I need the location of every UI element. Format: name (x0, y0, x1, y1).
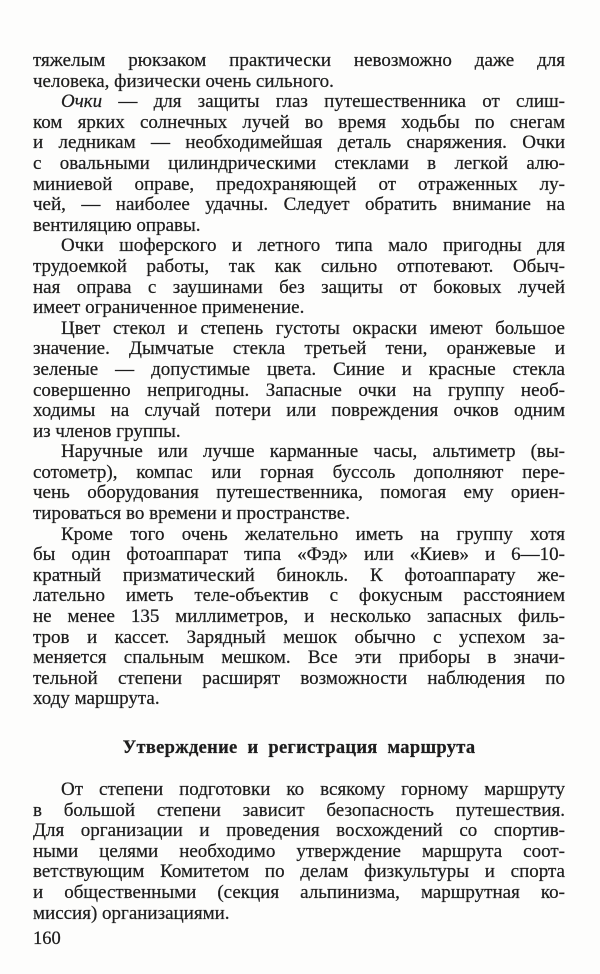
paragraph-4 (33, 319, 565, 443)
text-line: в большой степени зависит безопасность путешествия. (33, 800, 565, 821)
text-line: миссия) организациями. (33, 903, 230, 924)
text-line: ными целями необходимо утверждение маршрута соот- (33, 841, 565, 862)
text-line: Для организации и проведения восхождений со спортив- (33, 821, 565, 842)
paragraph-6 (33, 525, 565, 710)
text-line: тяжелым рюкзаком практически невозможно даже для (33, 51, 565, 71)
text-line: миниевой оправе, предохраняющей от отраженных лу- (33, 174, 565, 195)
text-line: и ледникам — необходимейшая деталь снаряжения. Очки (33, 133, 565, 154)
paragraph-5 (33, 442, 565, 524)
text-line: трудоемкой работы, так как сильно отпотевают. Обыч- (33, 256, 565, 277)
text-line: не менее 135 миллиметров, и несколько запасных филь- (33, 607, 565, 628)
text-line: Очки шоферского и летного типа мало пригодны для (61, 236, 565, 257)
section-heading: Утверждение и регистрация маршрута (122, 738, 476, 758)
text-line: и общественными (секция альпинизма, маршрутная ко- (33, 882, 565, 903)
text-line: чень оборудования путешественника, помогая ему ориен- (33, 483, 565, 504)
paragraph-3 (33, 236, 565, 318)
italic-term-ochki: Очки (61, 92, 103, 113)
text-line: сотометр), компас или горная буссоль дополняют пере- (33, 462, 565, 483)
text-line: ветствующим Комитетом по делам физкультуры и спорта (33, 862, 565, 883)
text-run: — для защиты глаз путешественника от слиш- (102, 92, 565, 113)
text-line: бы один фотоаппарат типа «Фэд» или «Киев» и 6—10- (33, 545, 565, 566)
paragraph-1 (33, 51, 565, 92)
text-line: От степени подготовки ко всякому горному маршруту (61, 780, 565, 800)
paragraph-2 (33, 92, 565, 236)
text-line: Кроме того очень желательно иметь на группу хотя (61, 524, 565, 545)
text-line: тельной степени расширят возможности наблюдения по (33, 668, 565, 689)
page-number: 160 (33, 929, 61, 949)
text-line: меняется спальным мешком. Все эти приборы в значи- (33, 648, 565, 669)
text-line (33, 92, 565, 113)
text-line: вентиляцию оправы. (33, 215, 201, 236)
text-line: из членов группы. (33, 421, 181, 442)
text-block (33, 51, 565, 924)
text-line: совершенно непригодны. Запасные очки на группу необ- (33, 380, 565, 401)
paragraph-7 (33, 780, 565, 924)
text-line: зеленые — допустимые цвета. Синие и красные стекла (33, 359, 565, 380)
text-line: кратный призматический бинокль. К фотоаппарату же- (33, 565, 565, 586)
text-line: ная оправа с заушинами без защиты от боковых лучей (33, 277, 565, 298)
text-line: ком ярких солнечных лучей во время ходьбы по снегам (33, 112, 565, 133)
text-line: ходу маршрута. (33, 689, 160, 710)
text-line: значение. Дымчатые стекла третьей тени, оранжевые и (33, 339, 565, 360)
text-line: Цвет стекол и степень густоты окраски имеют большое (61, 318, 565, 339)
text-line: с овальными цилиндрическими стеклами в легкой алю- (33, 153, 565, 174)
text-line: Наручные или лучше карманные часы, альтиметр (вы- (61, 442, 565, 463)
text-line: чей, — наиболее удачны. Следует обратить внимание на (33, 195, 565, 216)
text-line: имеет ограниченное применение. (33, 298, 305, 319)
text-line: лательно иметь теле-объектив с фокусным расстоянием (33, 586, 565, 607)
text-line: тироваться во времени и пространстве. (33, 504, 350, 525)
text-line: тров и кассет. Зарядный мешок обычно с успехом за- (33, 627, 565, 648)
text-line: человека, физически очень сильного. (33, 71, 334, 92)
text-line: ходимы на случай потери или повреждения очков одним (33, 401, 565, 422)
